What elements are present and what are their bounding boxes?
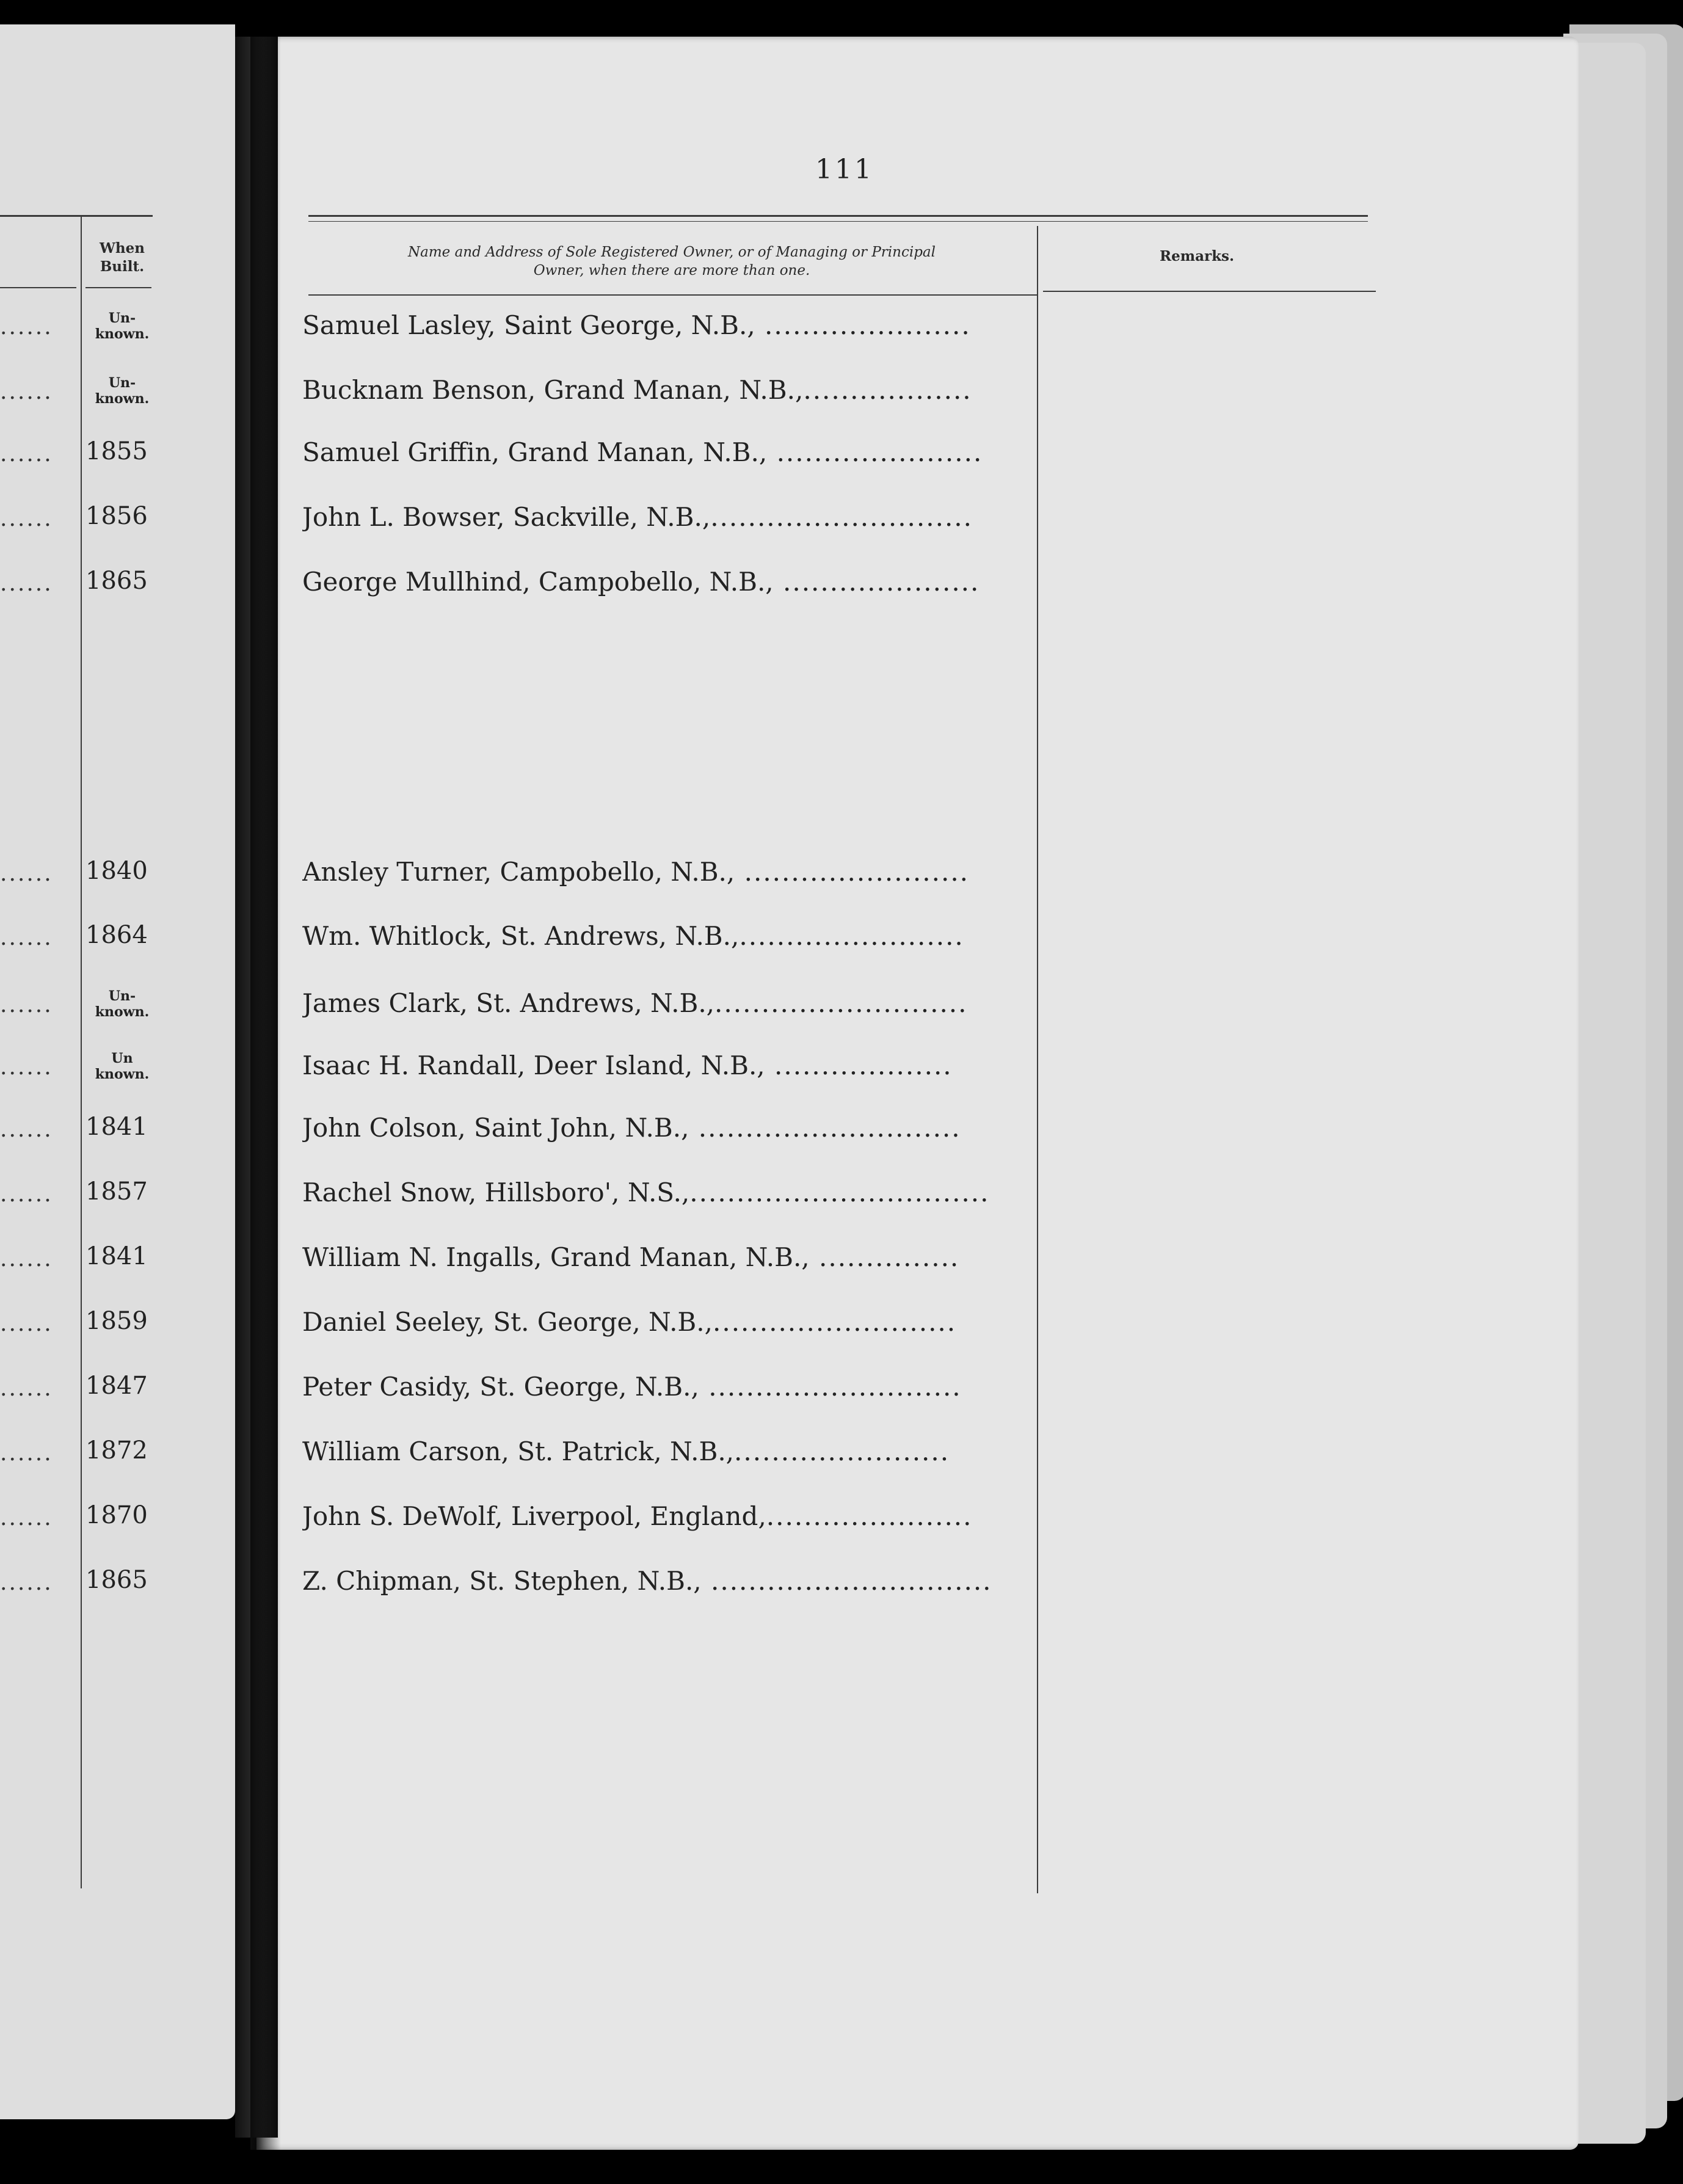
leader-dots: .................. (803, 375, 972, 405)
owner-cell (302, 988, 1020, 1018)
header-underline-when (85, 287, 151, 288)
left-page-dots: ...... (0, 1119, 53, 1141)
leader-dots: ............................ (710, 502, 973, 532)
owner-name: John S. DeWolf, Liverpool, England, (302, 1501, 766, 1531)
header-underline-owner (308, 294, 1038, 296)
owner-header (308, 243, 1035, 280)
left-page-dots: ...... (0, 573, 53, 595)
leader-dots: ................................ (689, 1178, 990, 1207)
year-built-cell: 1840 (85, 857, 148, 885)
leader-dots: ........................ (735, 857, 970, 887)
when-built-header-line2: Built. (100, 258, 145, 275)
year-line2: known. (95, 326, 150, 342)
year-built-cell: 1859 (85, 1307, 148, 1335)
year-line1: Un (111, 1050, 133, 1066)
left-page-dots: ...... (0, 1057, 53, 1079)
leader-dots: ................... (765, 1050, 953, 1080)
owner-cell (302, 921, 1020, 951)
year-built-cell: 1872 (85, 1436, 148, 1465)
leader-dots: ........................... (714, 988, 968, 1018)
year-built-cell: 1865 (85, 567, 148, 595)
left-page-dots: ...... (0, 927, 53, 949)
year-built-cell: 1865 (85, 1566, 148, 1594)
owner-cell (302, 437, 1020, 467)
year-built-cell (85, 988, 159, 1020)
left-page-dots: ...... (0, 863, 53, 885)
remarks-header: Remarks. (1160, 248, 1234, 264)
leader-dots: .......................... (713, 1307, 957, 1337)
owner-name: Samuel Griffin, Grand Manan, N.B., (302, 437, 768, 467)
left-page-dots: ...... (0, 1248, 53, 1270)
owner-name: Rachel Snow, Hillsboro', N.S., (302, 1178, 690, 1207)
left-page-dots: ...... (0, 1507, 53, 1529)
year-line2: known. (95, 391, 150, 407)
year-built-cell (85, 375, 159, 407)
left-page-dots: ...... (0, 1572, 53, 1594)
column-divider-remarks (1037, 226, 1038, 1893)
leader-dots: .............................. (701, 1566, 992, 1596)
owner-name: William N. Ingalls, Grand Manan, N.B., (302, 1242, 810, 1272)
left-page-dots: ...... (0, 1378, 53, 1400)
owner-cell (302, 1372, 1020, 1402)
header-rule-right (308, 215, 1368, 217)
owner-cell (302, 1566, 1020, 1596)
leader-dots: ...................... (766, 1501, 973, 1531)
leader-dots: ............................ (689, 1113, 961, 1143)
owner-name: Ansley Turner, Campobello, N.B., (302, 857, 735, 887)
year-built-cell: 1841 (85, 1242, 148, 1270)
leader-dots: ...................... (767, 437, 983, 467)
owner-cell (302, 1178, 1020, 1207)
year-built-cell: 1855 (85, 437, 148, 465)
year-built-cell (85, 1050, 159, 1082)
year-built-cell: 1857 (85, 1178, 148, 1206)
gutter-shadow (250, 37, 281, 2150)
left-page-dots: ...... (0, 443, 53, 465)
owner-cell (302, 567, 1020, 597)
owner-name: Peter Casidy, St. George, N.B., (302, 1372, 699, 1402)
header-underline-remarks (1043, 291, 1376, 292)
left-page-dots: ...... (0, 1443, 53, 1465)
owner-name: Samuel Lasley, Saint George, N.B., (302, 310, 755, 340)
owner-cell (302, 1501, 1020, 1531)
column-divider-when (81, 215, 82, 1888)
year-line1: Un- (108, 988, 136, 1004)
year-built-cell: 1856 (85, 502, 148, 530)
year-line2: known. (95, 1066, 150, 1082)
owner-cell (302, 1242, 1020, 1272)
when-built-header-line1: When (100, 240, 145, 257)
year-built-cell: 1847 (85, 1372, 148, 1400)
owner-name: Isaac H. Randall, Deer Island, N.B., (302, 1050, 765, 1080)
header-rule-right-thin (308, 221, 1368, 222)
owner-cell (302, 1307, 1020, 1337)
owner-cell (302, 1050, 1020, 1080)
left-page-dots: ...... (0, 316, 53, 338)
year-line1: Un- (108, 310, 136, 326)
when-built-header (85, 239, 159, 276)
owner-name: John L. Bowser, Sackville, N.B., (302, 502, 711, 532)
owner-cell (302, 1436, 1020, 1466)
owner-name: James Clark, St. Andrews, N.B., (302, 988, 715, 1018)
left-page-dots: ...... (0, 381, 53, 403)
leader-dots: ..................... (773, 567, 980, 597)
owner-cell (302, 310, 1020, 340)
year-line2: known. (95, 1004, 150, 1020)
header-underline-left (0, 287, 76, 288)
owner-name: Bucknam Benson, Grand Manan, N.B., (302, 375, 804, 405)
owner-name: Daniel Seeley, St. George, N.B., (302, 1307, 713, 1337)
leader-dots: ........................ (739, 921, 964, 951)
header-rule-left (0, 215, 153, 217)
right-page (256, 37, 1579, 2150)
leader-dots: ............... (809, 1242, 960, 1272)
left-page-dots: ...... (0, 508, 53, 530)
year-built-cell (85, 310, 159, 342)
year-built-cell: 1864 (85, 921, 148, 949)
year-built-cell: 1870 (85, 1501, 148, 1529)
owner-name: George Mullhind, Campobello, N.B., (302, 567, 774, 597)
owner-name: Z. Chipman, St. Stephen, N.B., (302, 1566, 702, 1596)
left-page-dots: ...... (0, 1184, 53, 1206)
owner-name: William Carson, St. Patrick, N.B., (302, 1436, 735, 1466)
owner-name: John Colson, Saint John, N.B., (302, 1113, 689, 1143)
left-page-dots: ...... (0, 1313, 53, 1335)
page-number: 111 (815, 154, 874, 185)
leader-dots: ....................... (734, 1436, 950, 1466)
year-line1: Un- (108, 375, 136, 391)
owner-cell (302, 375, 1020, 405)
year-built-cell: 1841 (85, 1113, 148, 1141)
left-page-dots: ...... (0, 994, 53, 1016)
owner-name: Wm. Whitlock, St. Andrews, N.B., (302, 921, 740, 951)
owner-header-line1: Name and Address of Sole Registered Owner, or of Managing or Principal (408, 244, 936, 260)
owner-cell (302, 857, 1020, 887)
leader-dots: ........................... (699, 1372, 962, 1402)
leader-dots: ...................... (755, 310, 971, 340)
owner-cell (302, 1113, 1020, 1143)
owner-header-line2: Owner, when there are more than one. (533, 263, 810, 278)
owner-cell (302, 502, 1020, 532)
